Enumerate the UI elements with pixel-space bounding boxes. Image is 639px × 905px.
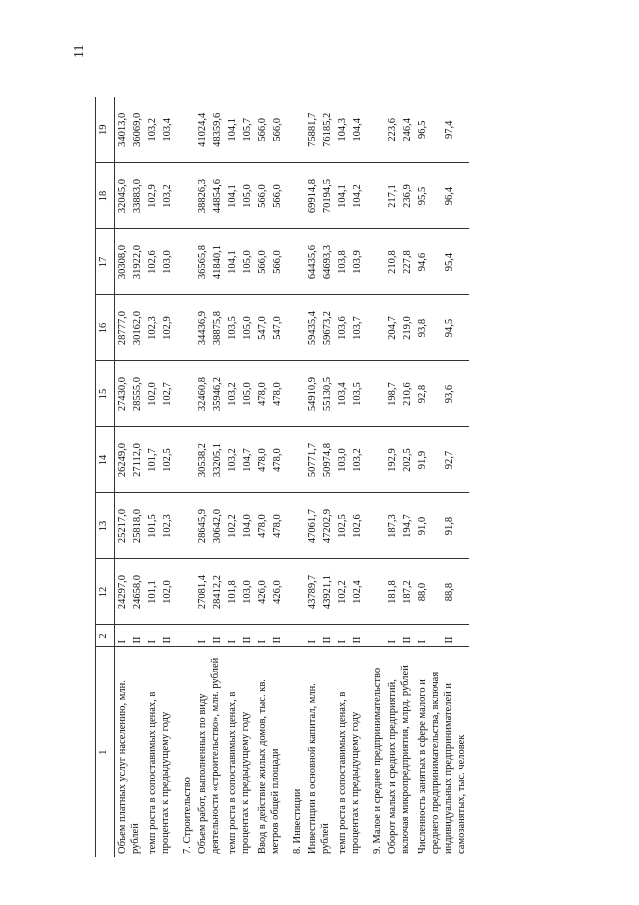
value-cell: 24658,0: [130, 559, 145, 625]
empty-cell: [285, 625, 305, 647]
value-cell: 30308,0: [115, 229, 131, 295]
value-cell: 96,5: [415, 97, 442, 163]
value-cell: 102,2: [335, 559, 350, 625]
value-cell: 38826,3: [195, 163, 210, 229]
value-cell: 104,3: [335, 97, 350, 163]
value-cell: 31922,0: [130, 229, 145, 295]
value-cell: 36069,0: [130, 97, 145, 163]
value-cell: 47202,9: [320, 493, 335, 559]
page-number: 11: [72, 44, 87, 58]
value-cell: 38875,8: [210, 295, 225, 361]
value-cell: 103,6: [335, 295, 350, 361]
column-header: 2: [96, 625, 115, 647]
value-cell: 92,7: [442, 427, 469, 493]
value-cell: 50974,8: [320, 427, 335, 493]
variant-cell: I: [415, 625, 442, 647]
empty-cell: [365, 361, 385, 427]
value-cell: 103,2: [160, 163, 175, 229]
column-header: 19: [96, 97, 115, 163]
indicator-label: Ввод в действие жилых домов, тыс. кв. метров общей площади: [257, 679, 281, 854]
value-cell: 104,7: [240, 427, 255, 493]
value-cell: 566,0: [255, 97, 270, 163]
value-cell: 103,4: [335, 361, 350, 427]
value-cell: 194,7: [400, 493, 415, 559]
value-cell: 35946,2: [210, 361, 225, 427]
empty-cell: [175, 625, 195, 647]
empty-cell: [175, 361, 195, 427]
value-cell: 103,5: [350, 361, 365, 427]
value-cell: 219,0: [400, 295, 415, 361]
value-cell: 102,5: [160, 427, 175, 493]
value-cell: 102,5: [335, 493, 350, 559]
value-cell: 210,6: [400, 361, 415, 427]
value-cell: 478,0: [255, 361, 270, 427]
value-cell: 236,9: [400, 163, 415, 229]
table-row: [385, 97, 400, 857]
value-cell: 566,0: [270, 163, 285, 229]
table-row: [225, 97, 240, 857]
value-cell: 27112,0: [130, 427, 145, 493]
value-cell: 547,0: [270, 295, 285, 361]
indicator-label: Объем работ, выполненных по виду деятельности «строительство», млн. рублей: [197, 657, 221, 854]
value-cell: 478,0: [255, 493, 270, 559]
variant-cell: II: [270, 625, 285, 647]
value-cell: 102,3: [145, 295, 160, 361]
value-cell: 70194,5: [320, 163, 335, 229]
value-cell: 566,0: [270, 229, 285, 295]
value-cell: 24297,0: [115, 559, 131, 625]
value-cell: 181,8: [385, 559, 400, 625]
value-cell: 43921,1: [320, 559, 335, 625]
variant-cell: I: [305, 625, 320, 647]
empty-cell: [175, 295, 195, 361]
value-cell: 88,0: [415, 559, 442, 625]
value-cell: 102,9: [160, 295, 175, 361]
empty-cell: [365, 163, 385, 229]
value-cell: 105,0: [240, 163, 255, 229]
value-cell: 102,2: [225, 493, 240, 559]
value-cell: 76185,2: [320, 97, 335, 163]
value-cell: 103,0: [240, 559, 255, 625]
value-cell: 103,8: [335, 229, 350, 295]
value-cell: 104,1: [225, 229, 240, 295]
value-cell: 50771,7: [305, 427, 320, 493]
variant-cell: II: [442, 625, 469, 647]
column-header: 15: [96, 361, 115, 427]
empty-cell: [285, 559, 305, 625]
variant-cell: II: [240, 625, 255, 647]
value-cell: 104,2: [350, 163, 365, 229]
empty-cell: [285, 295, 305, 361]
column-header: 12: [96, 559, 115, 625]
value-cell: 101,7: [145, 427, 160, 493]
table-row: [115, 97, 131, 857]
empty-cell: [285, 229, 305, 295]
value-cell: 102,6: [350, 493, 365, 559]
value-cell: 28645,9: [195, 493, 210, 559]
empty-cell: [175, 427, 195, 493]
variant-cell: I: [255, 625, 270, 647]
value-cell: 103,5: [225, 295, 240, 361]
table-row: [305, 97, 320, 857]
rotated-page-content: [95, 97, 639, 857]
value-cell: 48359,6: [210, 97, 225, 163]
value-cell: 103,4: [160, 97, 175, 163]
empty-cell: [285, 427, 305, 493]
table-row: [255, 97, 270, 857]
table-body: [115, 97, 470, 857]
value-cell: 187,2: [400, 559, 415, 625]
value-cell: 64435,6: [305, 229, 320, 295]
column-header: 18: [96, 163, 115, 229]
table-row: [335, 97, 350, 857]
value-cell: 105,0: [240, 361, 255, 427]
value-cell: 103,2: [350, 427, 365, 493]
value-cell: 59435,4: [305, 295, 320, 361]
empty-cell: [285, 493, 305, 559]
value-cell: 105,0: [240, 295, 255, 361]
value-cell: 223,6: [385, 97, 400, 163]
value-cell: 25818,0: [130, 493, 145, 559]
variant-cell: II: [160, 625, 175, 647]
table-row: [145, 97, 160, 857]
value-cell: 192,9: [385, 427, 400, 493]
empty-cell: [175, 97, 195, 163]
value-cell: 187,3: [385, 493, 400, 559]
variant-cell: I: [115, 625, 131, 647]
empty-cell: [175, 493, 195, 559]
value-cell: 478,0: [270, 493, 285, 559]
value-cell: 104,0: [240, 493, 255, 559]
value-cell: 566,0: [255, 163, 270, 229]
empty-cell: [365, 493, 385, 559]
value-cell: 102,0: [160, 559, 175, 625]
value-cell: 95,4: [442, 229, 469, 295]
empty-cell: [175, 559, 195, 625]
indicator-label: Оборот малых и средних предприятий, включая микропредприятия, млрд. рублей: [387, 665, 411, 854]
value-cell: 94,5: [442, 295, 469, 361]
variant-cell: I: [335, 625, 350, 647]
header-row: [96, 97, 115, 857]
value-cell: 59673,2: [320, 295, 335, 361]
value-cell: 33205,1: [210, 427, 225, 493]
table-row: [195, 97, 210, 857]
value-cell: 28555,0: [130, 361, 145, 427]
value-cell: 478,0: [270, 427, 285, 493]
value-cell: 105,7: [240, 97, 255, 163]
value-cell: 44854,6: [210, 163, 225, 229]
value-cell: 104,1: [225, 163, 240, 229]
variant-cell: II: [350, 625, 365, 647]
variant-cell: I: [225, 625, 240, 647]
value-cell: 28777,0: [115, 295, 131, 361]
empty-cell: [285, 163, 305, 229]
value-cell: 36565,8: [195, 229, 210, 295]
value-cell: 32460,8: [195, 361, 210, 427]
value-cell: 34436,9: [195, 295, 210, 361]
value-cell: 426,0: [270, 559, 285, 625]
column-header: 16: [96, 295, 115, 361]
indicator-label: темп роста в сопоставимых ценах, в процентах к предыдущему году: [227, 691, 251, 854]
value-cell: 25217,0: [115, 493, 131, 559]
value-cell: 93,8: [415, 295, 442, 361]
empty-cell: [285, 361, 305, 427]
value-cell: 426,0: [255, 559, 270, 625]
empty-cell: [365, 229, 385, 295]
value-cell: 55130,5: [320, 361, 335, 427]
value-cell: 102,3: [160, 493, 175, 559]
value-cell: 103,2: [225, 427, 240, 493]
value-cell: 96,4: [442, 163, 469, 229]
variant-cell: I: [385, 625, 400, 647]
section-heading: 8. Инвестиции: [292, 788, 303, 854]
value-cell: 30642,0: [210, 493, 225, 559]
variant-cell: I: [195, 625, 210, 647]
empty-cell: [285, 97, 305, 163]
value-cell: 104,1: [225, 97, 240, 163]
value-cell: 47061,7: [305, 493, 320, 559]
value-cell: 27081,4: [195, 559, 210, 625]
indicator-label: темп роста в сопоставимых ценах, в процентах к предыдущему году: [147, 691, 171, 854]
empty-cell: [175, 163, 195, 229]
value-cell: 43789,7: [305, 559, 320, 625]
value-cell: 94,6: [415, 229, 442, 295]
value-cell: 227,8: [400, 229, 415, 295]
value-cell: 202,5: [400, 427, 415, 493]
value-cell: 93,6: [442, 361, 469, 427]
value-cell: 105,0: [240, 229, 255, 295]
column-header: 17: [96, 229, 115, 295]
value-cell: 88,8: [442, 559, 469, 625]
value-cell: 217,1: [385, 163, 400, 229]
value-cell: 92,8: [415, 361, 442, 427]
indicator-label: Инвестиции в основной капитал, млн. рублей: [307, 683, 331, 854]
empty-cell: [365, 625, 385, 647]
variant-cell: I: [145, 625, 160, 647]
empty-cell: [175, 229, 195, 295]
value-cell: 75881,7: [305, 97, 320, 163]
value-cell: 103,0: [160, 229, 175, 295]
value-cell: 103,2: [145, 97, 160, 163]
value-cell: 30538,2: [195, 427, 210, 493]
value-cell: 26249,0: [115, 427, 131, 493]
value-cell: 54910,9: [305, 361, 320, 427]
value-cell: 104,4: [350, 97, 365, 163]
value-cell: 102,7: [160, 361, 175, 427]
indicator-label: Численность занятых в сфере малого и среднего предпринимательства, включая индивидуальных предпринимателей и самозанятых, тыс. человек: [417, 671, 467, 854]
indicator-label: Объем платных услуг населению, млн. рублей: [117, 680, 141, 854]
value-cell: 102,4: [350, 559, 365, 625]
column-header: 1: [96, 647, 115, 857]
value-cell: 102,0: [145, 361, 160, 427]
value-cell: 30162,0: [130, 295, 145, 361]
value-cell: 33883,0: [130, 163, 145, 229]
value-cell: 101,5: [145, 493, 160, 559]
value-cell: 102,6: [145, 229, 160, 295]
variant-cell: II: [400, 625, 415, 647]
value-cell: 566,0: [270, 97, 285, 163]
value-cell: 97,4: [442, 97, 469, 163]
table-row: [415, 97, 442, 857]
section-row: [285, 97, 305, 857]
section-row: [365, 97, 385, 857]
column-header: 14: [96, 427, 115, 493]
value-cell: 478,0: [255, 427, 270, 493]
variant-cell: II: [130, 625, 145, 647]
value-cell: 246,4: [400, 97, 415, 163]
empty-cell: [365, 427, 385, 493]
value-cell: 91,8: [442, 493, 469, 559]
value-cell: 103,9: [350, 229, 365, 295]
value-cell: 204,7: [385, 295, 400, 361]
section-heading: 7. Строительство: [182, 777, 193, 854]
value-cell: 41024,4: [195, 97, 210, 163]
value-cell: 547,0: [255, 295, 270, 361]
empty-cell: [365, 295, 385, 361]
value-cell: 41840,1: [210, 229, 225, 295]
value-cell: 91,9: [415, 427, 442, 493]
value-cell: 566,0: [255, 229, 270, 295]
value-cell: 95,5: [415, 163, 442, 229]
value-cell: 34013,0: [115, 97, 131, 163]
value-cell: 210,8: [385, 229, 400, 295]
section-heading: 9. Малое и среднее предпринимательство: [372, 667, 383, 854]
empty-cell: [365, 97, 385, 163]
value-cell: 478,0: [270, 361, 285, 427]
variant-cell: II: [210, 625, 225, 647]
value-cell: 103,0: [335, 427, 350, 493]
forecast-table: [95, 97, 469, 857]
value-cell: 103,7: [350, 295, 365, 361]
section-row: [175, 97, 195, 857]
empty-cell: [365, 559, 385, 625]
value-cell: 27430,0: [115, 361, 131, 427]
value-cell: 28412,2: [210, 559, 225, 625]
variant-cell: II: [320, 625, 335, 647]
value-cell: 198,7: [385, 361, 400, 427]
value-cell: 101,1: [145, 559, 160, 625]
indicator-label: темп роста в сопоставимых ценах, в процентах к предыдущему году: [337, 691, 361, 854]
value-cell: 69914,8: [305, 163, 320, 229]
column-header: 13: [96, 493, 115, 559]
value-cell: 104,1: [335, 163, 350, 229]
value-cell: 32045,0: [115, 163, 131, 229]
value-cell: 91,0: [415, 493, 442, 559]
value-cell: 64693,3: [320, 229, 335, 295]
value-cell: 101,8: [225, 559, 240, 625]
value-cell: 103,2: [225, 361, 240, 427]
value-cell: 102,9: [145, 163, 160, 229]
